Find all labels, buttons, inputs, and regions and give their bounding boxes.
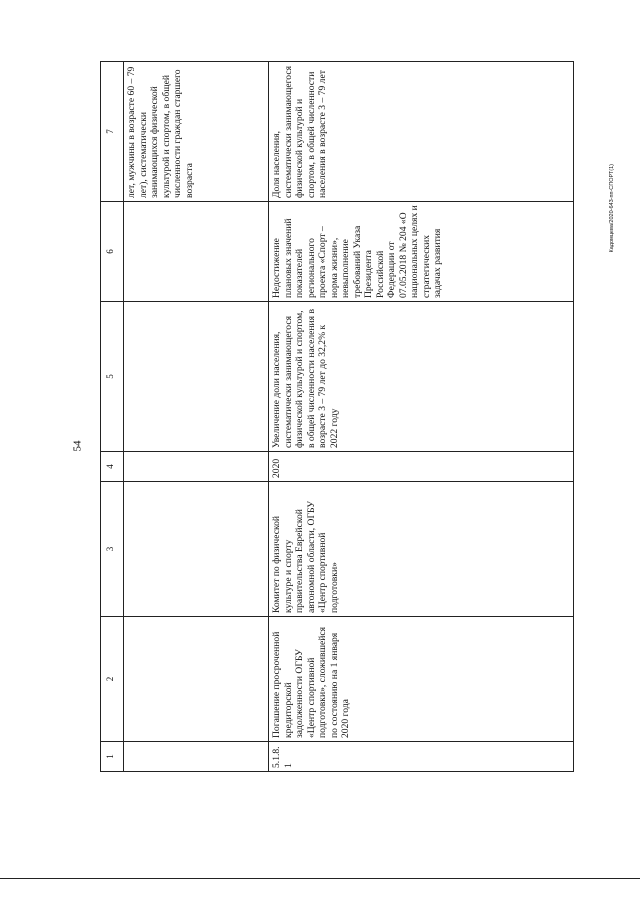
footer-file-label: Кадомцева/2020-643-пп-СПОРТ(1) bbox=[609, 164, 615, 253]
cell-executor: Комитет по физической культуре и спорту правительства Еврейской автономной области, ОГБУ «Центр спортивной подготовки» bbox=[269, 482, 574, 617]
cell-indicator: лет, мужчины в возрасте 60 – 79 лет), систематически занимающихся физической культурой и спортом, в общей численности граждан старшего возраста bbox=[124, 62, 269, 202]
page-bottom-rule bbox=[0, 878, 640, 879]
header-cell: 1 bbox=[101, 742, 124, 772]
table-header-row bbox=[101, 62, 124, 772]
header-cell: 5 bbox=[101, 302, 124, 452]
cell-year: 2020 bbox=[269, 452, 574, 482]
cell-measure bbox=[124, 617, 269, 742]
cell-year bbox=[124, 452, 269, 482]
header-cell: 7 bbox=[101, 62, 124, 202]
cell-consequences: Недостижение плановых значений показателей регионального проекта «Спорт – норма жизни», невыполнение требований Указа Президента Российской Федерации от 07.05.2018 № 204 «О национальных целях и стратегических задачах развития bbox=[269, 202, 574, 302]
header-cell: 2 bbox=[101, 617, 124, 742]
cell-result: Увеличение доли населения, систематически занимающегося физической культурой и спортом, в общей численности населения в возрасте 3 – 79 лет до 32,2% к 2022 году bbox=[269, 302, 574, 452]
rotated-table-container bbox=[100, 62, 600, 772]
cell-result bbox=[124, 302, 269, 452]
table-row bbox=[124, 62, 269, 772]
cell-indicator: Доля населения, систематически занимающегося физической культурой и спортом, в общей численности населения в возрасте 3 – 79 лет bbox=[269, 62, 574, 202]
cell-executor bbox=[124, 482, 269, 617]
cell-number bbox=[124, 742, 269, 772]
header-cell: 6 bbox=[101, 202, 124, 302]
page-number: 54 bbox=[71, 440, 84, 452]
table-row bbox=[269, 62, 574, 772]
measures-table bbox=[100, 61, 574, 772]
cell-measure: Погашение просроченной кредиторской задолженности ОГБУ «Центр спортивной подготовки», сложившейся по состоянию на 1 января 2020 года bbox=[269, 617, 574, 742]
header-cell: 4 bbox=[101, 452, 124, 482]
header-cell: 3 bbox=[101, 482, 124, 617]
cell-consequences bbox=[124, 202, 269, 302]
cell-number: 5.1.8.1 bbox=[269, 742, 574, 772]
